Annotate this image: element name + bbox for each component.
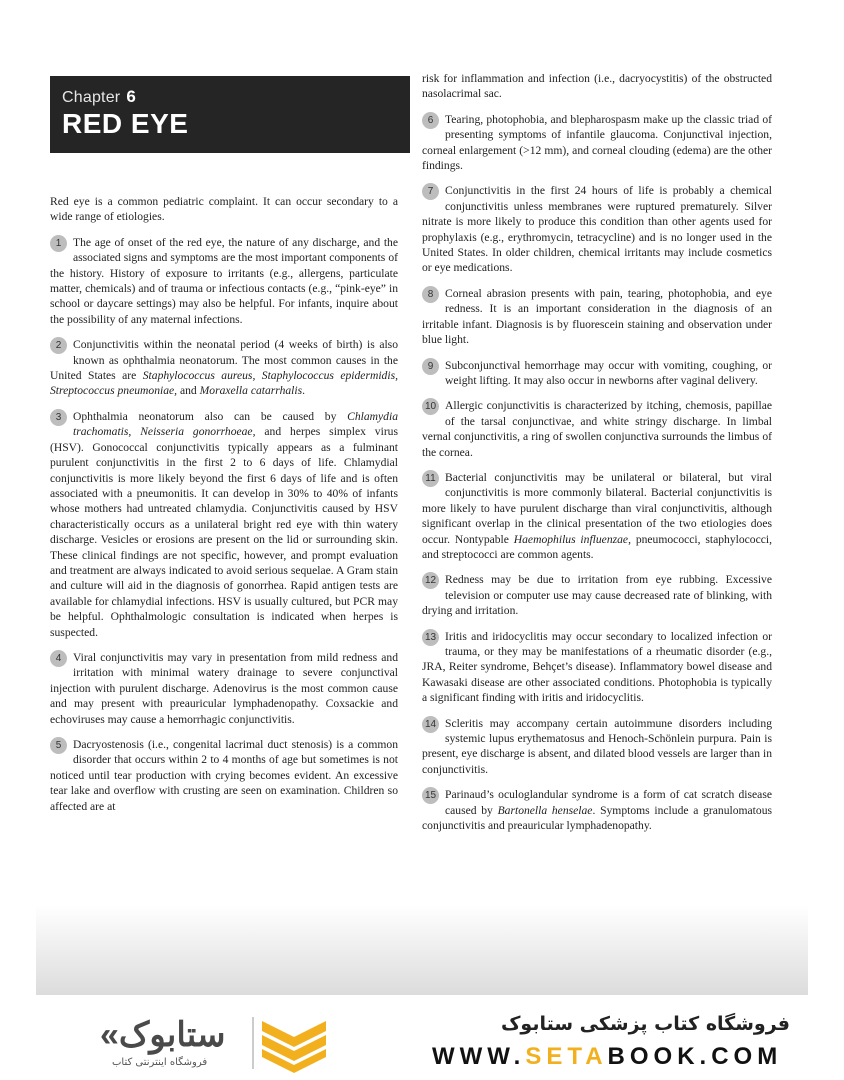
chapter-label-line: [62, 87, 410, 107]
item-11: 11 Bacterial conjunctivitis may be unilateral or bilateral, but viral conjunctivitis is more commonly bilateral. Bacterial conjunctivitis is more likely to have purulent discharge than viral conjunctivitis, although significant overlap in the clinical presentation of the two etiologies does occur. Nontypable Haemophilus influenzae, pneumococci, staphylococci, and streptococci are common agents.: [422, 470, 772, 561]
shop-url-link[interactable]: WWW.SETABOOK.COM: [432, 1043, 783, 1070]
item-1: [50, 235, 398, 327]
item-5-continued: risk for inflammation and infection (i.e., dacryocystitis) of the obstructed nasolacrimal sac.: [422, 72, 772, 101]
logo-wordmark: «ستابوک: [100, 1016, 226, 1054]
chapter-title: RED EYE: [62, 108, 189, 139]
item-number-badge: 4: [50, 650, 67, 667]
right-column: [422, 71, 772, 843]
shop-title: فروشگاه کتاب پزشکی ستابوک: [500, 1013, 790, 1035]
item-number-badge: 5: [50, 737, 67, 754]
item-15: 15 Parinaud’s oculoglandular syndrome is a form of cat scratch disease caused by Bartonella henselae. Symptoms include a granulomatous conjunctivitis and preauricular lymphadenopathy.: [422, 788, 772, 833]
item-8: 8 Corneal abrasion presents with pain, tearing, photophobia, and eye redness. It is an important consideration in the diagnosis of an irritable infant. Diagnosis is by fluorescein staining and observation under blue light.: [422, 286, 772, 347]
item-5: 5 Dacryostenosis (i.e., congenital lacrimal duct stenosis) is a common disorder that occurs within 2 to 4 months of age but sometimes is not noticed until tear production with crying becomes evident. An excessive tear lake and overflow with crusting are seen on examination. Children so affected are at: [50, 738, 398, 813]
item-9: 9 Subconjunctival hemorrhage may occur with vomiting, coughing, or weight lifting. It may also occur in newborns after vaginal delivery.: [422, 358, 772, 389]
left-column: [50, 194, 398, 824]
item-number-badge: 6: [422, 112, 439, 129]
item-number-badge: 15: [422, 787, 439, 804]
item-7: 7 Conjunctivitis in the first 24 hours of life is probably a chemical conjunctivitis unless membranes were ruptured prematurely. Silver nitrate is more likely to produce this condition than other agents used for prophylaxis (e.g., erythromycin, tetracycline) and is no longer used in the United States. In older children, chemical irritants may include cosmetics or eye medications.: [422, 184, 772, 275]
item-14: 14 Scleritis may accompany certain autoimmune disorders including systemic lupus erythematosus and Henoch-Schönlein purpura. Pain is present, eye discharge is absent, and dilated blood vessels are larger than in conjunctivitis.: [422, 716, 772, 776]
chapter-label: Chapter: [62, 89, 121, 106]
item-6: 6 Tearing, photophobia, and blepharospasm make up the classic triad of presenting symptoms of infantile glaucoma. Conjunctival injection, corneal enlargement (>12 mm), and corneal clouding (edema) are the other findings.: [422, 112, 772, 173]
item-1-text: The age of onset of the red eye, the nature of any discharge, and the associated signs and symptoms are the most important components of the history. History of exposure to irritants (e.g., allergens, particulate matter, chemicals) and of trauma or infectious contacts (e.g., “pink-eye” in school or daycare settings) may also be helpful. For infants, inquire about the possibility of any maternal infections.: [50, 235, 398, 326]
item-10: 10 Allergic conjunctivitis is characterized by itching, chemosis, papillae of the tarsal conjunctivae, and white stringy discharge. In limbal vernal conjunctivitis, a ring of swollen conjunctiva surrounds the limbus of the cornea.: [422, 399, 772, 459]
chapter-number: 6: [126, 87, 136, 106]
item-2: 2 Conjunctivitis within the neonatal period (4 weeks of birth) is also known as ophthalmia neonatorum. The most common causes in the United States are Staphylococcus aureus, Staphylococcus epidermidis, Streptococcus pneumoniae, and Moraxella catarrhalis.: [50, 338, 398, 398]
item-number-badge: 1: [50, 235, 67, 252]
item-number-badge: 12: [422, 572, 439, 589]
item-number-badge: 9: [422, 358, 439, 375]
item-number-badge: 11: [422, 470, 439, 487]
item-12: 12 Redness may be due to irritation from eye rubbing. Excessive television or computer use may cause decreased rate of blinking, with drying and irritation.: [422, 573, 772, 618]
item-3: 3 Ophthalmia neonatorum also can be caused by Chlamydia trachomatis, Neisseria gonorrhoeae, and herpes simplex virus (HSV). Gonococcal conjunctivitis typically appears as a fulminant purulent conjunctivitis in the first 2 to 6 days of life. Chlamydial conjunctivitis is more likely beyond the first 6 days of life and is often associated with a pneumonitis. It can develop in 30% to 40% of infants whose mothers had untreated chlamydia. Conjunctivitis caused by HSV characteristically occurs as a unilateral bright red eye with thin watery discharge. Vesicles or erosions are present on the lid or surrounding skin. These clinical findings are not specific, however, and prompt evaluation and treatment are always indicated to avoid serious sequelae. A Gram stain and culture will aid in the diagnosis of gonorrhea. Rapid antigen tests are available for chlamydial infections. HSV is usually cultured, but PCR may be helpful. Ophthalmologic consultation is indicated when herpes is suspected.: [50, 409, 398, 639]
item-number-badge: 3: [50, 409, 67, 426]
item-number-badge: 2: [50, 337, 67, 354]
page-bottom-shadow: [36, 905, 808, 995]
item-number-badge: 8: [422, 286, 439, 303]
item-number-badge: 13: [422, 629, 439, 646]
chapter-header: [50, 76, 410, 153]
publisher-footer: [0, 995, 844, 1080]
item-13: 13 Iritis and iridocyclitis may occur secondary to localized infection or trauma, or they may be manifestations of a rheumatic disorder (e.g., JRA, Reiter syndrome, Behçet’s disease). Inflammatory bowel disease and Kawasaki disease are other associated conditions. Photophobia is typically a significant finding with iritis and iridocyclitis.: [422, 629, 772, 705]
item-number-badge: 10: [422, 398, 439, 415]
item-4: 4 Viral conjunctivitis may vary in presentation from mild redness and irritation with minimal watery drainage to severe conjunctival injection with purulent discharge. Adenovirus is the most common cause and may present with preauricular lymphadenopathy. Coxsackie and echoviruses may cause a hemorrhagic conjunctivitis.: [50, 650, 398, 726]
item-number-badge: 7: [422, 183, 439, 200]
item-number-badge: 14: [422, 716, 439, 733]
logo-tagline: فروشگاه اینترنتی کتاب: [112, 1057, 208, 1068]
setabook-logo[interactable]: [72, 1013, 332, 1071]
intro-paragraph: Red eye is a common pediatric complaint. It can occur secondary to a wide range of etiologies.: [50, 195, 398, 224]
